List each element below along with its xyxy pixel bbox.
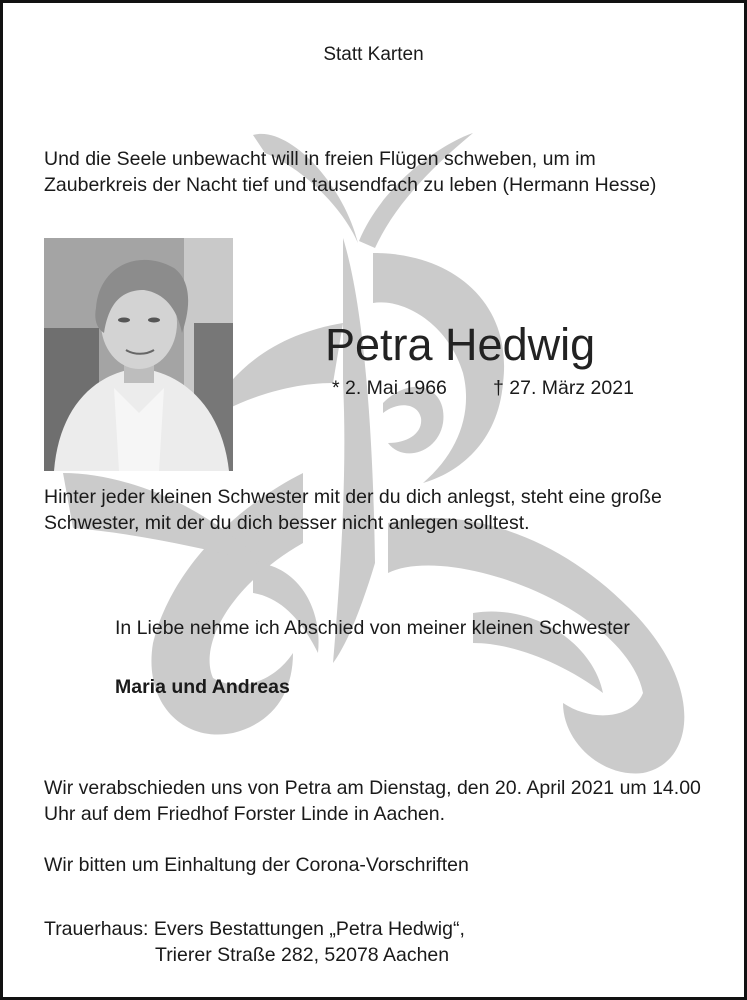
signers: Maria und Andreas (115, 676, 290, 698)
birth-date: * 2. Mai 1966 (332, 377, 447, 399)
portrait-image-icon (44, 238, 233, 471)
sister-saying: Hinter jeder kleinen Schwester mit der du dich anlegst, steht eine große Schwester, mit der du dich besser nicht anlegen solltest. (44, 486, 662, 534)
funeral-home-line1: Trauerhaus: Evers Bestattungen „Petra Hedwig“, (44, 918, 465, 940)
funeral-home-line2: Trierer Straße 282, 52078 Aachen (155, 944, 450, 966)
farewell-line: In Liebe nehme ich Abschied von meiner kleinen Schwester (115, 617, 630, 639)
ceremony-info: Wir verabschieden uns von Petra am Dienstag, den 20. April 2021 um 14.00 Uhr auf dem Friedhof Forster Linde in Aachen. (44, 777, 701, 825)
header-statt-karten: Statt Karten (323, 44, 424, 65)
death-date: † 27. März 2021 (493, 377, 634, 399)
portrait-photo (44, 238, 233, 471)
hesse-quote: Und die Seele unbewacht will in freien Flügen schweben, um im Zauberkreis der Nacht tief und tausendfach zu leben (Hermann Hesse) (44, 148, 657, 196)
corona-notice: Wir bitten um Einhaltung der Corona-Vorschriften (44, 854, 469, 876)
deceased-name: Petra Hedwig (325, 319, 596, 370)
